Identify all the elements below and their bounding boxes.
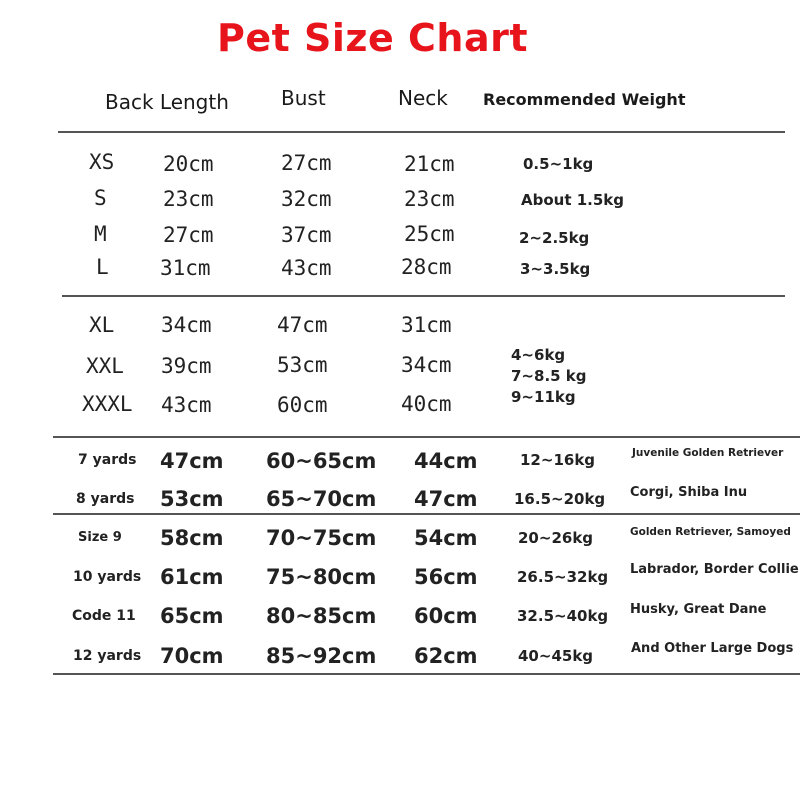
neck-value: 56cm [414,565,478,589]
bust-value: 47cm [277,313,328,337]
size-label: 12 yards [73,648,142,664]
weight-value: 12~16kg [520,451,596,469]
back-length-value: 34cm [161,313,212,337]
size-label: L [96,255,109,279]
neck-value: 54cm [414,526,478,550]
bust-value: 27cm [281,151,332,175]
divider-group1 [62,295,785,297]
neck-value: 23cm [404,187,455,211]
header-neck: Neck [398,86,448,110]
bust-value: 65~70cm [266,487,377,511]
header-bust: Bust [281,86,326,110]
back-length-value: 58cm [160,526,224,550]
weight-value: 40~45kg [518,647,594,665]
back-length-value: 43cm [161,393,212,417]
bust-value: 85~92cm [266,644,377,668]
back-length-value: 53cm [160,487,224,511]
weight-value: 16.5~20kg [514,490,606,508]
bust-value: 43cm [281,256,332,280]
size-label: 7 yards [78,452,137,468]
breed-label: Husky, Great Dane [630,602,767,617]
neck-value: 21cm [404,152,455,176]
neck-value: 44cm [414,449,478,473]
size-label: 8 yards [76,491,135,507]
back-length-value: 47cm [160,449,224,473]
divider-header [58,131,785,133]
size-label: XXXL [82,392,133,416]
back-length-value: 23cm [163,187,214,211]
breed-label: Golden Retriever, Samoyed [630,526,791,538]
size-label: 10 yards [73,569,142,585]
breed-label: And Other Large Dogs [631,641,794,656]
header-weight: Recommended Weight [483,90,686,109]
back-length-value: 70cm [160,644,224,668]
back-length-value: 65cm [160,604,224,628]
bust-value: 80~85cm [266,604,377,628]
weight-value: 0.5~1kg [523,155,594,173]
bust-value: 37cm [281,223,332,247]
bust-value: 53cm [277,353,328,377]
bust-value: 75~80cm [266,565,377,589]
bust-value: 32cm [281,187,332,211]
divider-group3 [53,513,800,515]
bust-value: 60cm [277,393,328,417]
weight-value: 20~26kg [518,529,594,547]
size-label: XL [89,313,115,337]
neck-value: 31cm [401,313,452,337]
bust-value: 60~65cm [266,449,377,473]
back-length-value: 31cm [160,256,211,280]
back-length-value: 27cm [163,223,214,247]
size-label: M [94,222,107,246]
neck-value: 47cm [414,487,478,511]
weight-value: About 1.5kg [521,191,625,209]
weight-value: 2~2.5kg [519,229,590,247]
size-label: Code 11 [72,608,136,624]
divider-bottom [53,673,800,675]
back-length-value: 20cm [163,152,214,176]
weight-value: 32.5~40kg [517,607,609,625]
back-length-value: 61cm [160,565,224,589]
weight-value: 3~3.5kg [520,260,591,278]
bust-value: 70~75cm [266,526,377,550]
neck-value: 40cm [401,392,452,416]
size-label: S [94,186,107,210]
size-label: XS [89,150,115,174]
weight-value: 26.5~32kg [517,568,609,586]
back-length-value: 39cm [161,354,212,378]
size-label: Size 9 [78,530,122,545]
breed-label: Juvenile Golden Retriever [632,447,784,459]
page-title: Pet Size Chart [216,16,529,60]
neck-value: 25cm [404,222,455,246]
weight-value-group: 4~6kg 7~8.5 kg 9~11kg [511,346,587,406]
header-back-length: Back Length [105,90,229,114]
neck-value: 62cm [414,644,478,668]
breed-label: Labrador, Border Collie [630,562,799,577]
breed-label: Corgi, Shiba Inu [630,485,748,500]
size-label: XXL [86,354,124,378]
neck-value: 28cm [401,255,452,279]
neck-value: 60cm [414,604,478,628]
divider-group2 [53,436,800,438]
neck-value: 34cm [401,353,452,377]
